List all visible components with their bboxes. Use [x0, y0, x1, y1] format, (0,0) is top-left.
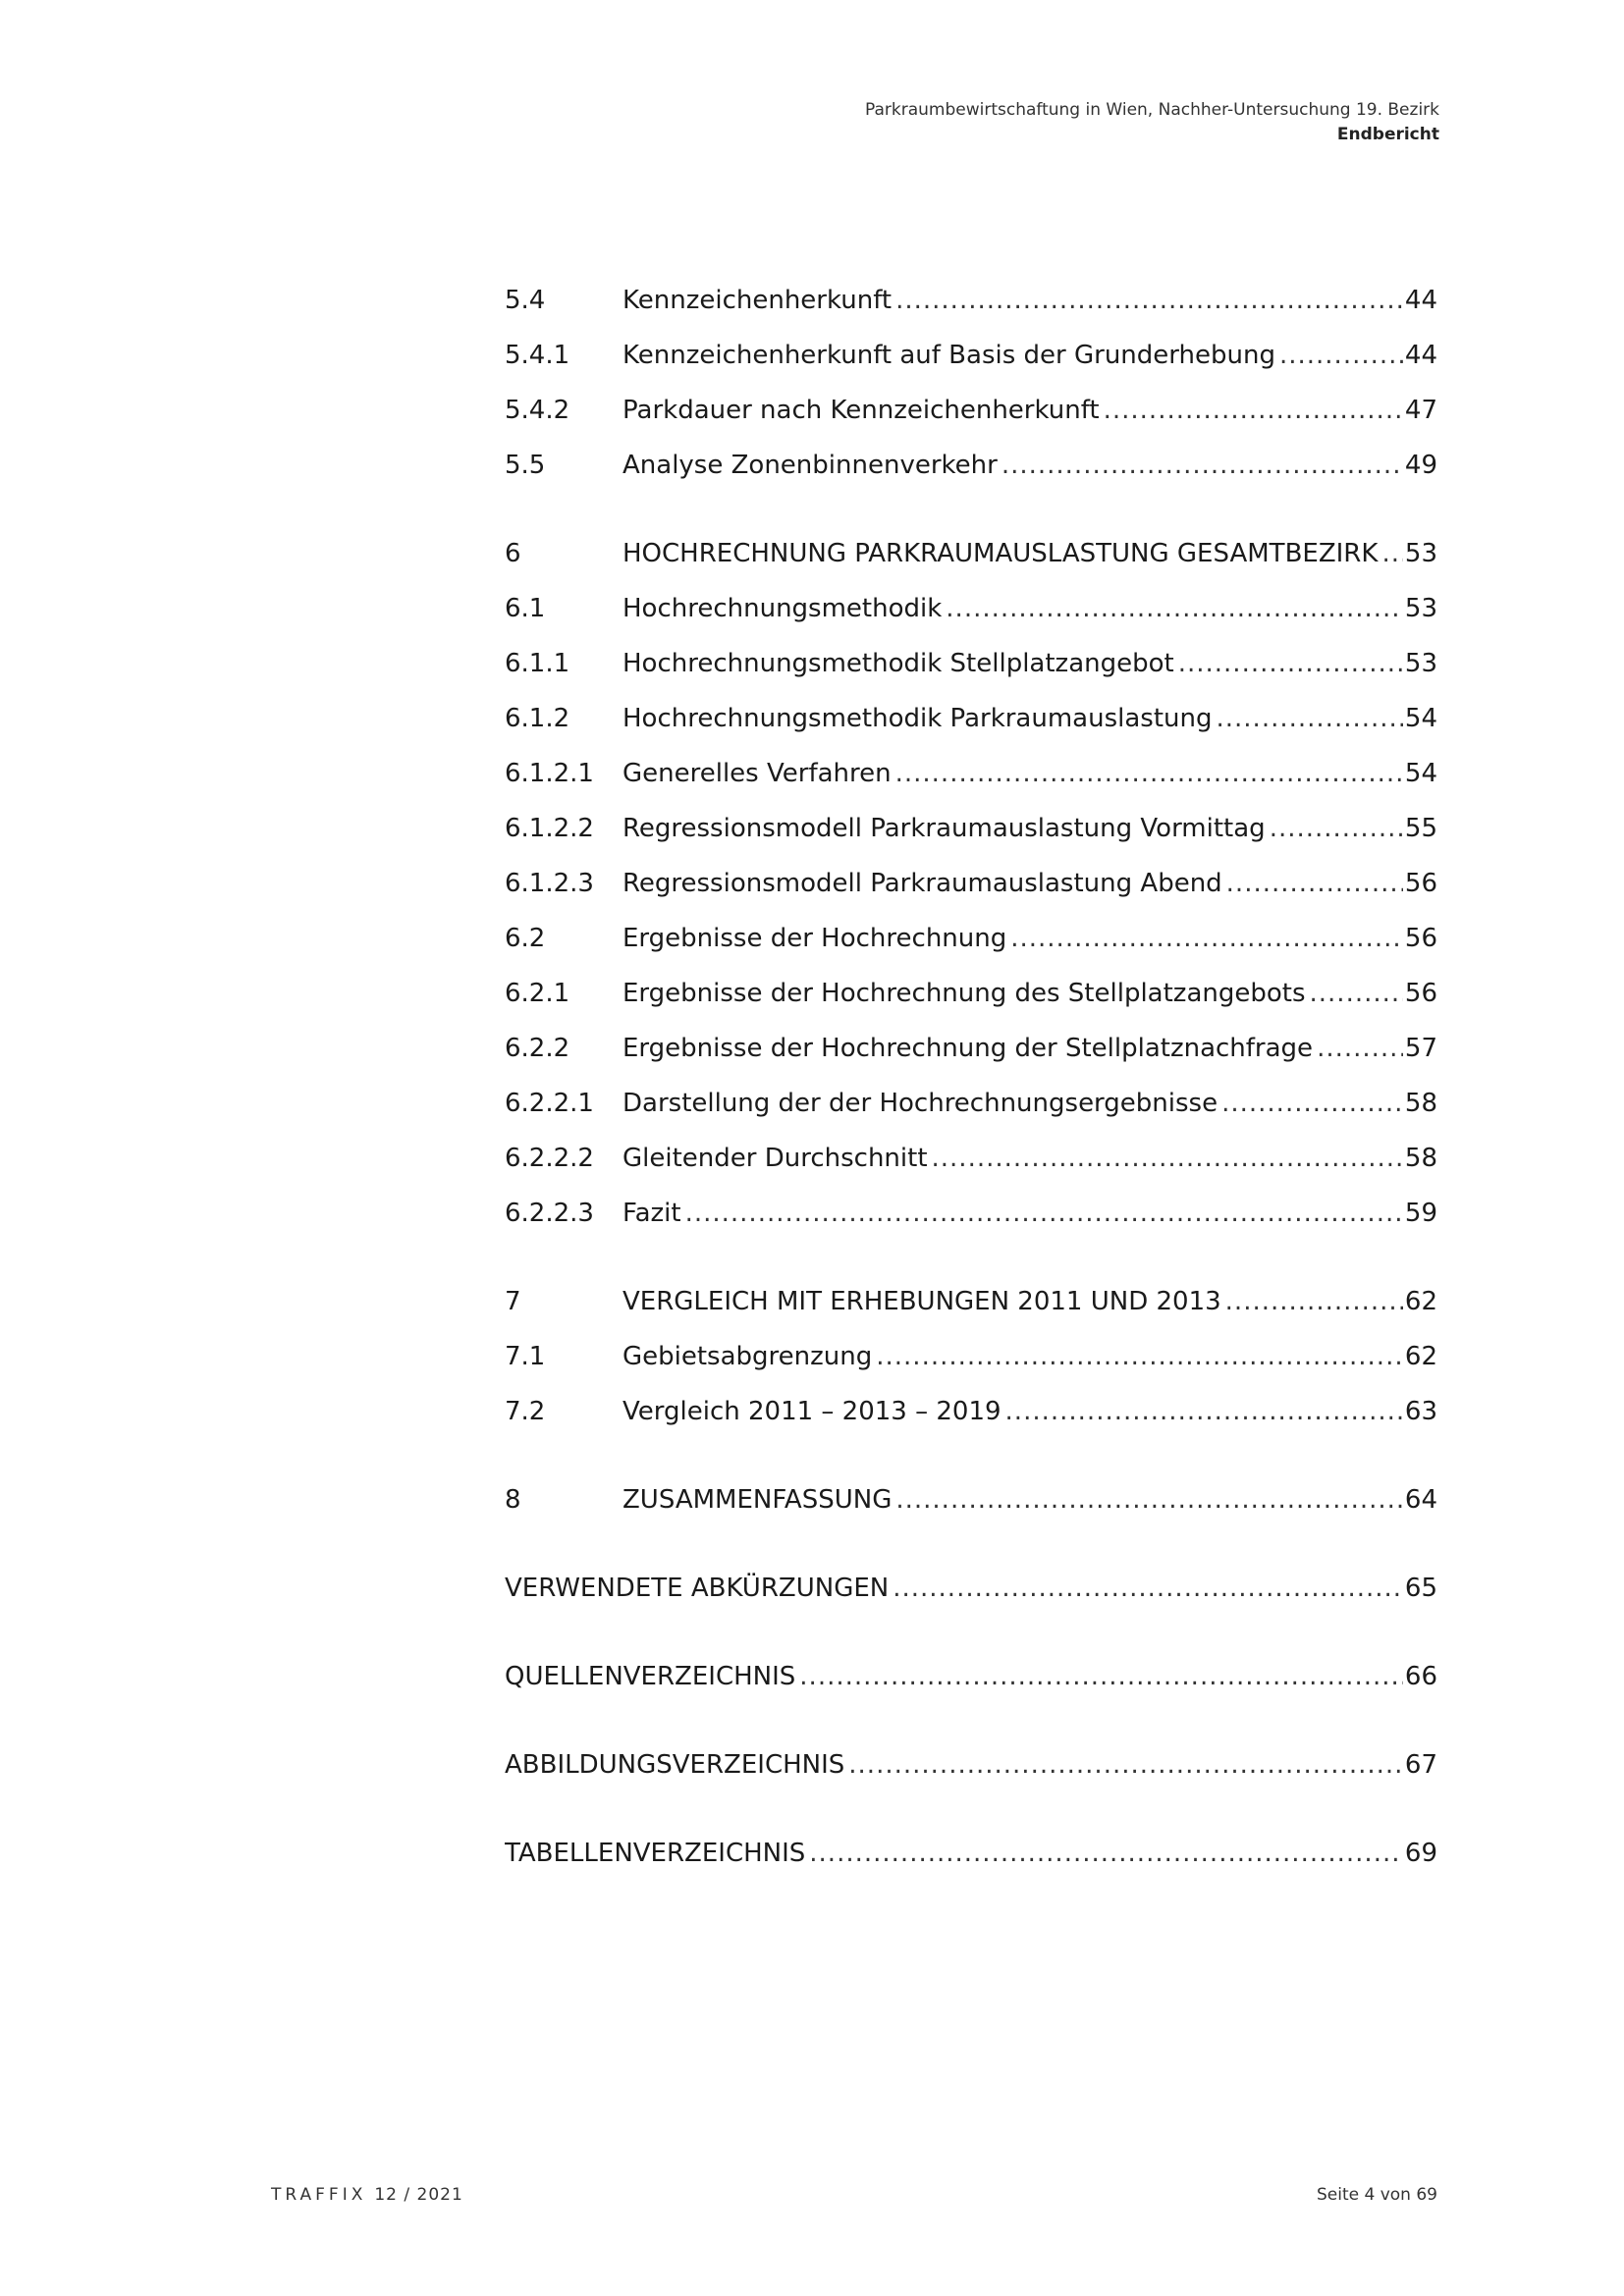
toc-entry-page: 44 [1404, 341, 1437, 370]
toc-entry[interactable] [505, 391, 1437, 446]
toc-dot-leader [1226, 864, 1403, 903]
toc-entry-title: Ergebnisse der Hochrechnung der Stellplatznachfrage [623, 1034, 1314, 1063]
toc-entry-title: Hochrechnungsmethodik Parkraumauslastung [623, 704, 1213, 733]
toc-entry-title: ZUSAMMENFASSUNG [623, 1485, 893, 1515]
toc-entry-page: 58 [1404, 1144, 1437, 1173]
toc-entry[interactable] [505, 1392, 1437, 1447]
toc-entry-title-wrap [623, 1194, 1403, 1233]
toc-entry-number: 6 [505, 539, 521, 568]
toc-entry-number: 6.1.2 [505, 704, 570, 733]
toc-dot-leader [893, 1569, 1403, 1608]
toc-entry-title: Analyse Zonenbinnenverkehr [623, 451, 998, 480]
toc-entry-title: Fazit [623, 1199, 681, 1228]
toc-entry-title: Hochrechnungsmethodik Stellplatzangebot [623, 649, 1174, 678]
toc-entry-title-wrap [623, 1282, 1403, 1321]
toc-entry-page: 53 [1404, 649, 1437, 678]
toc-entry-title-wrap [623, 336, 1403, 375]
toc-entry-title: Parkdauer nach Kennzeichenherkunft [623, 396, 1100, 425]
toc-dot-leader [809, 1834, 1403, 1873]
toc-entry-page: 56 [1404, 979, 1437, 1008]
toc-entry[interactable] [505, 589, 1437, 644]
toc-entry-title: Regressionsmodell Parkraumauslastung Vormittag [623, 814, 1266, 843]
toc-entry-title: Regressionsmodell Parkraumauslastung Abend [623, 869, 1222, 898]
toc-dot-leader [946, 589, 1403, 628]
footer-page-number: Seite 4 von 69 [1317, 2185, 1437, 2205]
toc-entry-title: VERGLEICH MIT ERHEBUNGEN 2011 UND 2013 [623, 1287, 1221, 1316]
toc-entry-title: TABELLENVERZEICHNIS [505, 1839, 806, 1868]
toc-entry[interactable] [505, 1139, 1437, 1194]
toc-entry[interactable] [505, 281, 1437, 336]
toc-entry-page: 69 [1404, 1839, 1437, 1868]
toc-entry[interactable] [505, 864, 1437, 919]
toc-entry-number: 7 [505, 1287, 521, 1316]
document-subtitle: Endbericht [1336, 125, 1439, 144]
toc-dot-leader [1001, 446, 1403, 485]
toc-entry-title-wrap [623, 589, 1403, 628]
footer-brand: TRAFFIX [271, 2185, 367, 2205]
toc-entry-title-wrap [623, 281, 1403, 320]
toc-entry-title-wrap [623, 974, 1403, 1013]
toc-entry-page: 49 [1404, 451, 1437, 480]
table-of-contents [505, 281, 1437, 1889]
toc-entry-title-wrap [623, 864, 1403, 903]
toc-entry[interactable] [505, 336, 1437, 391]
toc-entry-number: 6.1.2.1 [505, 759, 594, 788]
toc-entry-title-wrap [623, 699, 1403, 738]
toc-entry-page: 62 [1404, 1342, 1437, 1371]
toc-entry-page: 67 [1404, 1750, 1437, 1780]
toc-entry-page: 59 [1404, 1199, 1437, 1228]
toc-entry-title: HOCHRECHNUNG PARKRAUMAUSLASTUNG GESAMTBEZIRK [623, 539, 1379, 568]
document-title: Parkraumbewirtschaftung in Wien, Nachher-Untersuchung 19. Bezirk [865, 100, 1439, 120]
toc-entry-page: 57 [1404, 1034, 1437, 1063]
toc-entry-page: 65 [1404, 1574, 1437, 1603]
toc-entry[interactable] [505, 1029, 1437, 1084]
toc-entry[interactable] [505, 644, 1437, 699]
toc-entry-title: Kennzeichenherkunft auf Basis der Grunderhebung [623, 341, 1275, 370]
toc-dot-leader [1178, 644, 1403, 683]
toc-entry-title-wrap [623, 1392, 1403, 1431]
toc-entry-title-wrap [623, 644, 1403, 683]
toc-entry-number: 6.2.2 [505, 1034, 570, 1063]
toc-dot-leader [1381, 534, 1402, 573]
toc-entry-number: 6.2.1 [505, 979, 570, 1008]
toc-entry-title-wrap [505, 1657, 1403, 1696]
toc-entry-title-wrap [623, 809, 1403, 848]
toc-entry[interactable] [505, 534, 1437, 589]
toc-dot-leader [848, 1745, 1403, 1785]
toc-entry-title-wrap [623, 1084, 1403, 1123]
toc-entry-title-wrap [623, 919, 1403, 958]
toc-entry[interactable] [505, 699, 1437, 754]
toc-entry-title: Generelles Verfahren [623, 759, 892, 788]
toc-entry-number: 6.2.2.2 [505, 1144, 594, 1173]
toc-entry[interactable] [505, 1084, 1437, 1139]
toc-entry[interactable] [505, 1337, 1437, 1392]
toc-entry-title-wrap [623, 391, 1403, 430]
toc-entry-title: ABBILDUNGSVERZEICHNIS [505, 1750, 845, 1780]
toc-entry-page: 56 [1404, 869, 1437, 898]
toc-entry-page: 53 [1404, 594, 1437, 623]
toc-entry-number: 6.1.1 [505, 649, 570, 678]
toc-entry-page: 55 [1404, 814, 1437, 843]
toc-entry-page: 66 [1404, 1662, 1437, 1691]
toc-entry-title-wrap [623, 1029, 1403, 1068]
toc-dot-leader [932, 1139, 1403, 1178]
toc-entry-title: Gleitender Durchschnitt [623, 1144, 928, 1173]
toc-entry[interactable] [505, 1834, 1437, 1889]
toc-entry-number: 5.4.1 [505, 341, 570, 370]
toc-dot-leader [1317, 1029, 1403, 1068]
toc-entry[interactable] [505, 974, 1437, 1029]
toc-entry-page: 64 [1404, 1485, 1437, 1515]
toc-entry-title-wrap [623, 1480, 1403, 1520]
toc-dot-leader [876, 1337, 1403, 1376]
toc-entry-number: 6.1.2.2 [505, 814, 594, 843]
toc-entry-title: Kennzeichenherkunft [623, 286, 893, 315]
toc-dot-leader [1104, 391, 1403, 430]
toc-entry[interactable] [505, 1657, 1437, 1712]
toc-entry[interactable] [505, 1480, 1437, 1535]
toc-entry-number: 6.1 [505, 594, 546, 623]
toc-entry-title: Vergleich 2011 – 2013 – 2019 [623, 1397, 1001, 1426]
toc-entry[interactable] [505, 446, 1437, 501]
toc-entry-page: 56 [1404, 924, 1437, 953]
toc-dot-leader [1221, 1084, 1403, 1123]
page-header [865, 98, 1439, 147]
toc-entry[interactable] [505, 919, 1437, 974]
toc-entry-title-wrap [505, 1569, 1403, 1608]
toc-entry[interactable] [505, 1194, 1437, 1249]
toc-entry[interactable] [505, 1282, 1437, 1337]
toc-entry-title: Ergebnisse der Hochrechnung [623, 924, 1007, 953]
toc-entry-title-wrap [623, 1337, 1403, 1376]
toc-entry-title: Hochrechnungsmethodik [623, 594, 943, 623]
toc-entry-number: 6.2 [505, 924, 546, 953]
toc-dot-leader [1310, 974, 1403, 1013]
toc-entry-title-wrap [623, 534, 1403, 573]
toc-entry[interactable] [505, 1569, 1437, 1624]
toc-entry-title: Darstellung der der Hochrechnungsergebnisse [623, 1089, 1218, 1118]
toc-entry[interactable] [505, 754, 1437, 809]
toc-dot-leader [1225, 1282, 1403, 1321]
toc-dot-leader [1270, 809, 1403, 848]
toc-entry-number: 5.5 [505, 451, 546, 480]
toc-entry-page: 54 [1404, 704, 1437, 733]
toc-entry-title-wrap [505, 1745, 1403, 1785]
toc-entry-title: Ergebnisse der Hochrechnung des Stellplatzangebots [623, 979, 1306, 1008]
toc-dot-leader [1010, 919, 1403, 958]
toc-entry-page: 44 [1404, 286, 1437, 315]
toc-dot-leader [799, 1657, 1403, 1696]
toc-entry-number: 6.2.2.1 [505, 1089, 594, 1118]
toc-entry[interactable] [505, 1745, 1437, 1800]
footer-brand-date [271, 2185, 463, 2205]
toc-entry-page: 47 [1404, 396, 1437, 425]
toc-dot-leader [895, 1480, 1403, 1520]
toc-entry-number: 5.4.2 [505, 396, 570, 425]
toc-entry-number: 7.1 [505, 1342, 546, 1371]
toc-entry-number: 6.1.2.3 [505, 869, 594, 898]
toc-entry-title-wrap [505, 1834, 1403, 1873]
toc-dot-leader [1279, 336, 1403, 375]
toc-entry-page: 62 [1404, 1287, 1437, 1316]
toc-entry-title-wrap [623, 1139, 1403, 1178]
toc-entry-title: VERWENDETE ABKÜRZUNGEN [505, 1574, 890, 1603]
toc-dot-leader [895, 281, 1403, 320]
toc-entry-page: 58 [1404, 1089, 1437, 1118]
toc-entry-title-wrap [623, 754, 1403, 793]
toc-entry-number: 6.2.2.3 [505, 1199, 594, 1228]
toc-entry-number: 7.2 [505, 1397, 546, 1426]
toc-entry[interactable] [505, 809, 1437, 864]
toc-entry-title: QUELLENVERZEICHNIS [505, 1662, 796, 1691]
toc-entry-page: 63 [1404, 1397, 1437, 1426]
toc-dot-leader [1005, 1392, 1403, 1431]
toc-entry-page: 54 [1404, 759, 1437, 788]
toc-dot-leader [685, 1194, 1403, 1233]
toc-entry-number: 5.4 [505, 286, 546, 315]
toc-dot-leader [895, 754, 1403, 793]
toc-entry-title: Gebietsabgrenzung [623, 1342, 873, 1371]
toc-entry-title-wrap [623, 446, 1403, 485]
toc-entry-number: 8 [505, 1485, 521, 1515]
toc-dot-leader [1217, 699, 1403, 738]
footer-date: 12 / 2021 [374, 2185, 463, 2205]
toc-entry-page: 53 [1404, 539, 1437, 568]
